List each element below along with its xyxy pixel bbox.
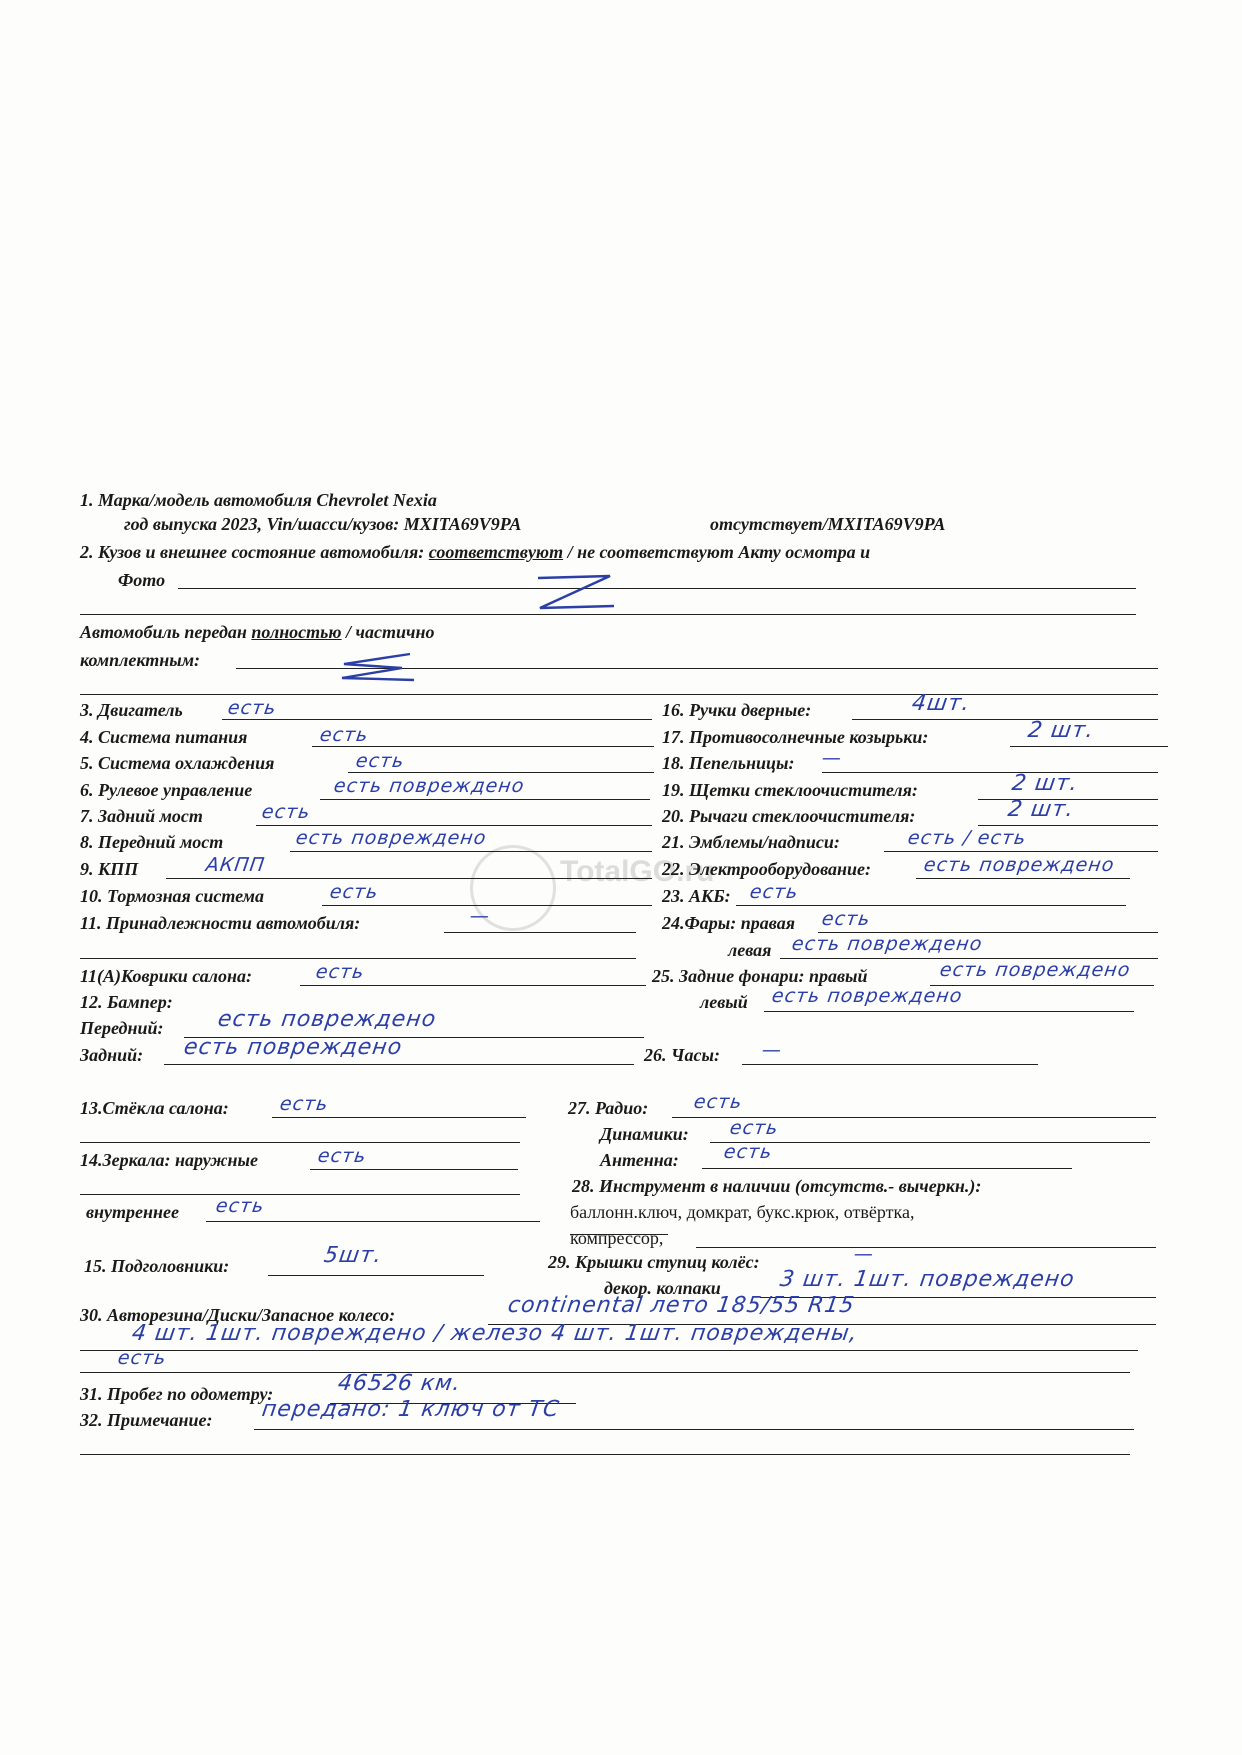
mirror-inner-label: внутреннее <box>86 1202 179 1222</box>
sun-visors-label: 17. Противосолнечные козырьки: <box>662 727 929 747</box>
rear-axle-line <box>256 825 652 826</box>
tires-label: 30. Авторезина/Диски/Запасное колесо: <box>80 1305 396 1325</box>
bumper-label: 12. Бампер: <box>80 992 173 1012</box>
decor-caps-label: декор. колпаки <box>604 1278 721 1298</box>
ashtrays-label: 18. Пепельницы: <box>662 753 795 773</box>
clock-value: — <box>760 1039 784 1061</box>
tools-line <box>696 1247 1156 1248</box>
hubcaps-label: 29. Крышки ступиц колёс: <box>548 1252 760 1272</box>
transfer-label-b: / частично <box>346 622 435 642</box>
mirrors-value: есть <box>316 1145 368 1167</box>
radio-label: 27. Радио: <box>568 1098 649 1118</box>
note-value: передано: 1 ключ от ТС <box>260 1397 562 1422</box>
battery-label: 23. АКБ: <box>662 886 731 906</box>
headrests-label: 15. Подголовники: <box>84 1256 230 1276</box>
transfer-label-c: комплектным: <box>80 650 201 670</box>
foto-line <box>178 588 1136 589</box>
mats-line <box>300 985 646 986</box>
headlight-right-value: есть <box>820 908 872 930</box>
wiper-arms-label: 20. Рычаги стеклоочистителя: <box>662 806 916 826</box>
electrics-line <box>916 878 1130 879</box>
fuel-system-line <box>312 746 654 747</box>
headlight-left-value: есть повреждено <box>790 933 984 955</box>
transfer-line-2 <box>80 694 1158 695</box>
headlight-right-label: 24.Фары: правая <box>662 913 795 933</box>
item2-label-a: 2. Кузов и внешнее состояние автомобиля: <box>80 542 425 562</box>
emblems-value: есть / есть <box>906 827 1028 849</box>
rear-axle-label: 7. Задний мост <box>80 806 203 826</box>
accessories-line <box>444 932 636 933</box>
item2-foto: Фото <box>118 570 166 590</box>
watermark-text: TotalGO.ru <box>560 855 715 888</box>
transfer-label <box>80 622 434 642</box>
antenna-line <box>702 1168 1072 1169</box>
item2-option-yes: соответствуют <box>428 542 564 562</box>
e-strike-mark <box>330 646 420 688</box>
wiper-blades-label: 19. Щетки стеклоочистителя: <box>662 780 918 800</box>
item1-vin-right: отсутствует/MXITA69V9PA <box>710 514 946 534</box>
battery-value: есть <box>748 881 800 903</box>
item1-year-vin: год выпуска 2023, Vin/шасси/кузов: MXITA69V9PA <box>124 514 522 534</box>
mats-label: 11(А)Коврики салона: <box>80 966 252 986</box>
item2-label-b: / не соответствуют Акту осмотра и <box>567 542 871 562</box>
antenna-label: Антенна: <box>600 1150 679 1170</box>
engine-line <box>222 719 652 720</box>
mirror-inner-value: есть <box>214 1195 266 1217</box>
antenna-value: есть <box>722 1141 774 1163</box>
mirror-inner-line <box>206 1221 540 1222</box>
tires-value-1: continental лето 185/55 R15 <box>506 1293 857 1318</box>
door-handles-value: 4шт. <box>910 691 972 716</box>
speakers-line <box>710 1142 1150 1143</box>
door-handles-label: 16. Ручки дверные: <box>662 700 812 720</box>
brakes-value: есть <box>328 881 380 903</box>
decor-caps-value: 3 шт. 1шт. повреждено <box>778 1267 1077 1292</box>
clock-line <box>742 1064 1038 1065</box>
front-axle-line <box>290 851 652 852</box>
mirrors-line-2 <box>80 1194 520 1195</box>
headrests-line <box>268 1275 484 1276</box>
cooling-label: 5. Система охлаждения <box>80 753 275 773</box>
tools-strike <box>570 1234 668 1235</box>
wiper-blades-value: 2 шт. <box>1010 771 1080 796</box>
note-line-2 <box>80 1454 1130 1455</box>
mirrors-line <box>310 1169 518 1170</box>
glass-value: есть <box>278 1093 330 1115</box>
glass-line <box>272 1117 526 1118</box>
tires-value-2: 4 шт. 1шт. повреждено / железо 4 шт. 1шт. повреждены, <box>130 1321 860 1346</box>
tires-value-3: есть <box>116 1347 168 1369</box>
tools-label: 28. Инструмент в наличии (отсутств.- вычеркн.): <box>572 1176 982 1196</box>
emblems-line <box>884 851 1158 852</box>
gearbox-label: 9. КПП <box>80 859 139 879</box>
accessories-value: — <box>468 905 492 927</box>
z-strike-mark <box>530 570 620 614</box>
cooling-value: есть <box>354 750 406 772</box>
transfer-option-full: полностью <box>251 622 342 642</box>
sun-visors-line <box>1010 746 1168 747</box>
battery-line <box>736 905 1126 906</box>
note-label: 32. Примечание: <box>80 1410 213 1430</box>
electrics-value: есть повреждено <box>922 854 1116 876</box>
front-axle-value: есть повреждено <box>294 827 488 849</box>
headrests-value: 5шт. <box>322 1243 384 1268</box>
ashtrays-line <box>822 772 1158 773</box>
engine-value: есть <box>226 697 278 719</box>
tail-lights-left-value: есть повреждено <box>770 985 964 1007</box>
wiper-arms-value: 2 шт. <box>1006 797 1076 822</box>
accessories-label: 11. Принадлежности автомобиля: <box>80 913 361 933</box>
glass-label: 13.Стёкла салона: <box>80 1098 229 1118</box>
speakers-label: Динамики: <box>600 1124 689 1144</box>
electrics-label: 22. Электрооборудование: <box>662 859 871 879</box>
fuel-system-value: есть <box>318 724 370 746</box>
steering-line <box>320 799 650 800</box>
clock-label: 26. Часы: <box>644 1045 720 1065</box>
tail-lights-label: 25. Задние фонари: правый <box>652 966 868 986</box>
tools-line2: компрессор, <box>570 1228 664 1248</box>
transfer-label-a: Автомобиль передан <box>80 622 247 642</box>
bumper-front-label: Передний: <box>80 1018 164 1038</box>
item2-label <box>80 542 870 562</box>
gearbox-line <box>166 878 652 879</box>
bumper-front-value: есть повреждено <box>216 1007 438 1032</box>
headlight-left-label: левая <box>728 940 772 960</box>
note-line <box>254 1429 1134 1430</box>
radio-value: есть <box>692 1091 744 1113</box>
mileage-label: 31. Пробег по одометру: <box>80 1384 274 1404</box>
hubcaps-value: — <box>852 1243 876 1265</box>
tools-line1: баллонн.ключ, домкрат, букс.крюк, отвёртка, <box>570 1202 915 1222</box>
item1-label: 1. Марка/модель автомобиля Chevrolet Nexia <box>80 490 437 510</box>
foto-line-2 <box>80 614 1136 615</box>
tail-lights-right-value: есть повреждено <box>938 959 1132 981</box>
steering-label: 6. Рулевое управление <box>80 780 253 800</box>
front-axle-label: 8. Передний мост <box>80 832 224 852</box>
bumper-rear-line <box>164 1064 634 1065</box>
ashtrays-value: — <box>820 747 844 769</box>
gearbox-value: АКПП <box>204 854 267 876</box>
tires-line-2 <box>80 1350 1138 1351</box>
rear-axle-value: есть <box>260 801 312 823</box>
engine-label: 3. Двигатель <box>80 700 183 720</box>
tail-lights-left-line <box>764 1011 1134 1012</box>
wiper-arms-line <box>978 825 1158 826</box>
accessories-line-2 <box>80 958 636 959</box>
tires-line-3 <box>80 1372 1130 1373</box>
bumper-rear-value: есть повреждено <box>182 1035 404 1060</box>
mileage-value: 46526 км. <box>336 1371 463 1396</box>
mirrors-label: 14.Зеркала: наружные <box>80 1150 258 1170</box>
fuel-system-label: 4. Система питания <box>80 727 248 747</box>
mats-value: есть <box>314 961 366 983</box>
tail-lights-left-label: левый <box>700 992 748 1012</box>
cooling-line <box>348 772 654 773</box>
glass-line-2 <box>80 1142 520 1143</box>
door-handles-line <box>852 719 1158 720</box>
bumper-rear-label: Задний: <box>80 1045 144 1065</box>
steering-value: есть повреждено <box>332 775 526 797</box>
emblems-label: 21. Эмблемы/надписи: <box>662 832 840 852</box>
speakers-value: есть <box>728 1117 780 1139</box>
brakes-label: 10. Тормозная система <box>80 886 264 906</box>
sun-visors-value: 2 шт. <box>1026 718 1096 743</box>
